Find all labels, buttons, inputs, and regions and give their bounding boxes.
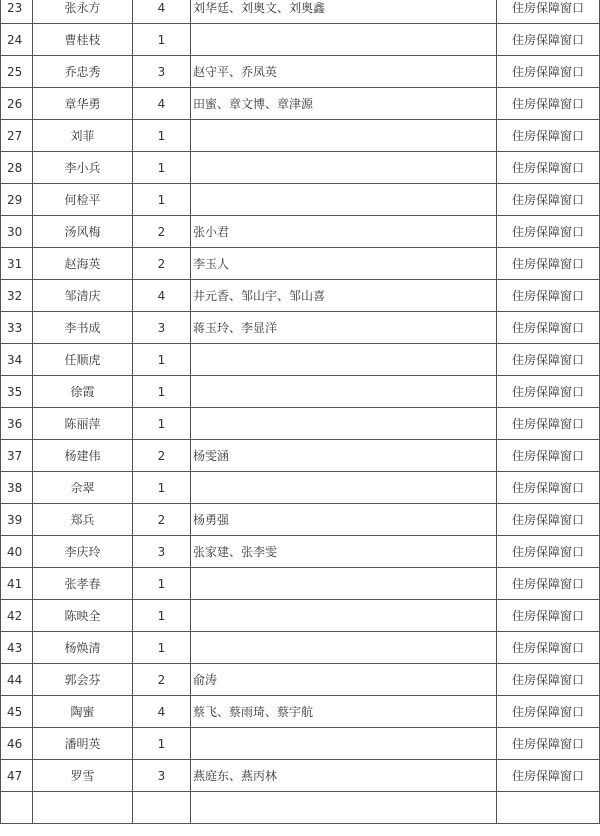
table-row — [1, 600, 600, 632]
service-window-cell: 住房保障窗口 — [497, 664, 600, 696]
service-window-cell: 住房保障窗口 — [497, 504, 600, 536]
household-count-cell: 3 — [133, 56, 191, 88]
household-count-cell: 1 — [133, 408, 191, 440]
household-count-cell: 4 — [133, 696, 191, 728]
table-row — [1, 536, 600, 568]
family-members-cell — [191, 376, 497, 408]
table-row — [1, 88, 600, 120]
family-members-cell: 田蜜、章文博、章津源 — [191, 88, 497, 120]
table-row — [1, 120, 600, 152]
row-number-cell: 23 — [1, 0, 33, 24]
service-window-cell: 住房保障窗口 — [497, 120, 600, 152]
household-count-cell: 3 — [133, 760, 191, 792]
table-row — [1, 56, 600, 88]
row-number-cell — [1, 792, 33, 824]
applicant-name-cell: 曹桂枝 — [33, 24, 133, 56]
row-number-cell: 46 — [1, 728, 33, 760]
row-number-cell: 34 — [1, 344, 33, 376]
row-number-cell: 36 — [1, 408, 33, 440]
service-window-cell: 住房保障窗口 — [497, 56, 600, 88]
service-window-cell: 住房保障窗口 — [497, 344, 600, 376]
applicant-name-cell: 张永方 — [33, 0, 133, 24]
service-window-cell: 住房保障窗口 — [497, 728, 600, 760]
table-row — [1, 312, 600, 344]
service-window-cell: 住房保障窗口 — [497, 376, 600, 408]
household-count-cell: 2 — [133, 248, 191, 280]
applicant-name-cell: 汤风梅 — [33, 216, 133, 248]
table-row — [1, 376, 600, 408]
applicant-name-cell: 郑兵 — [33, 504, 133, 536]
applicant-name-cell: 刘菲 — [33, 120, 133, 152]
service-window-cell: 住房保障窗口 — [497, 600, 600, 632]
row-number-cell: 26 — [1, 88, 33, 120]
service-window-cell: 住房保障窗口 — [497, 568, 600, 600]
row-number-cell: 25 — [1, 56, 33, 88]
row-number-cell: 31 — [1, 248, 33, 280]
service-window-cell: 住房保障窗口 — [497, 760, 600, 792]
applicant-name-cell: 张孝春 — [33, 568, 133, 600]
household-count-cell: 1 — [133, 344, 191, 376]
row-number-cell: 45 — [1, 696, 33, 728]
table-row — [1, 248, 600, 280]
household-count-cell: 4 — [133, 88, 191, 120]
household-count-cell: 2 — [133, 504, 191, 536]
applicant-name-cell: 邹清庆 — [33, 280, 133, 312]
family-members-cell: 燕庭东、燕丙林 — [191, 760, 497, 792]
applicant-name-cell: 杨焕清 — [33, 632, 133, 664]
applicant-name-cell: 佘翠 — [33, 472, 133, 504]
row-number-cell: 35 — [1, 376, 33, 408]
applicant-name-cell: 李庆玲 — [33, 536, 133, 568]
service-window-cell: 住房保障窗口 — [497, 248, 600, 280]
service-window-cell: 住房保障窗口 — [497, 184, 600, 216]
family-members-cell — [191, 24, 497, 56]
service-window-cell: 住房保障窗口 — [497, 696, 600, 728]
table-row — [1, 472, 600, 504]
applicant-name-cell: 杨建伟 — [33, 440, 133, 472]
family-members-cell: 李玉人 — [191, 248, 497, 280]
family-members-cell — [191, 600, 497, 632]
table-row — [1, 760, 600, 792]
service-window-cell — [497, 792, 600, 824]
family-members-cell: 蒋玉玲、李显洋 — [191, 312, 497, 344]
family-members-cell — [191, 792, 497, 824]
table-row — [1, 728, 600, 760]
row-number-cell: 29 — [1, 184, 33, 216]
applicant-name-cell: 任顺虎 — [33, 344, 133, 376]
table-row — [1, 792, 600, 824]
family-members-cell — [191, 152, 497, 184]
row-number-cell: 32 — [1, 280, 33, 312]
table-row — [1, 24, 600, 56]
service-window-cell: 住房保障窗口 — [497, 280, 600, 312]
family-members-cell — [191, 408, 497, 440]
service-window-cell: 住房保障窗口 — [497, 440, 600, 472]
family-members-cell — [191, 472, 497, 504]
applicant-name-cell: 潘明英 — [33, 728, 133, 760]
household-count-cell: 2 — [133, 664, 191, 696]
table-row — [1, 440, 600, 472]
row-number-cell: 33 — [1, 312, 33, 344]
row-number-cell: 41 — [1, 568, 33, 600]
row-number-cell: 44 — [1, 664, 33, 696]
service-window-cell: 住房保障窗口 — [497, 0, 600, 24]
row-number-cell: 30 — [1, 216, 33, 248]
row-number-cell: 42 — [1, 600, 33, 632]
household-count-cell: 1 — [133, 472, 191, 504]
applicant-name-cell: 章华勇 — [33, 88, 133, 120]
household-count-cell: 2 — [133, 440, 191, 472]
family-members-cell — [191, 184, 497, 216]
service-window-cell: 住房保障窗口 — [497, 216, 600, 248]
household-count-cell: 1 — [133, 152, 191, 184]
household-count-cell: 1 — [133, 24, 191, 56]
applicant-name-cell: 陈丽萍 — [33, 408, 133, 440]
service-window-cell: 住房保障窗口 — [497, 24, 600, 56]
table-row — [1, 408, 600, 440]
household-count-cell: 1 — [133, 600, 191, 632]
family-members-cell: 张小君 — [191, 216, 497, 248]
service-window-cell: 住房保障窗口 — [497, 632, 600, 664]
service-window-cell: 住房保障窗口 — [497, 88, 600, 120]
row-number-cell: 40 — [1, 536, 33, 568]
applicant-name-cell: 何检平 — [33, 184, 133, 216]
applicant-name-cell: 乔忠秀 — [33, 56, 133, 88]
table-row — [1, 0, 600, 24]
row-number-cell: 24 — [1, 24, 33, 56]
row-number-cell: 37 — [1, 440, 33, 472]
family-members-cell — [191, 632, 497, 664]
applicant-name-cell — [33, 792, 133, 824]
household-count-cell: 1 — [133, 184, 191, 216]
household-count-cell: 1 — [133, 632, 191, 664]
applicant-name-cell: 赵海英 — [33, 248, 133, 280]
row-number-cell: 27 — [1, 120, 33, 152]
table-row — [1, 152, 600, 184]
applicant-name-cell: 陶蜜 — [33, 696, 133, 728]
applicant-name-cell: 徐霞 — [33, 376, 133, 408]
household-count-cell: 1 — [133, 120, 191, 152]
applicant-name-cell: 陈映全 — [33, 600, 133, 632]
row-number-cell: 38 — [1, 472, 33, 504]
family-members-cell: 赵守平、乔凤英 — [191, 56, 497, 88]
family-members-cell: 井元香、邹山宇、邹山喜 — [191, 280, 497, 312]
service-window-cell: 住房保障窗口 — [497, 536, 600, 568]
table-row — [1, 184, 600, 216]
family-members-cell — [191, 120, 497, 152]
family-members-cell — [191, 568, 497, 600]
table-row — [1, 280, 600, 312]
table-body — [1, 0, 600, 824]
household-count-cell: 4 — [133, 280, 191, 312]
service-window-cell: 住房保障窗口 — [497, 472, 600, 504]
family-members-cell: 杨勇强 — [191, 504, 497, 536]
family-members-cell: 张家建、张李雯 — [191, 536, 497, 568]
household-count-cell: 1 — [133, 568, 191, 600]
applicant-name-cell: 李书成 — [33, 312, 133, 344]
applicant-name-cell: 李小兵 — [33, 152, 133, 184]
household-count-cell: 2 — [133, 216, 191, 248]
household-count-cell: 1 — [133, 376, 191, 408]
family-members-cell: 杨雯涵 — [191, 440, 497, 472]
household-count-cell — [133, 792, 191, 824]
row-number-cell: 39 — [1, 504, 33, 536]
table-row — [1, 568, 600, 600]
family-members-cell — [191, 344, 497, 376]
applicant-name-cell: 罗雪 — [33, 760, 133, 792]
service-window-cell: 住房保障窗口 — [497, 152, 600, 184]
household-count-cell: 3 — [133, 312, 191, 344]
family-members-cell: 蔡飞、蔡雨琦、蔡宇航 — [191, 696, 497, 728]
table-row — [1, 664, 600, 696]
family-members-cell — [191, 728, 497, 760]
row-number-cell: 47 — [1, 760, 33, 792]
table-row — [1, 216, 600, 248]
service-window-cell: 住房保障窗口 — [497, 312, 600, 344]
table-row — [1, 344, 600, 376]
table-row — [1, 504, 600, 536]
service-window-cell: 住房保障窗口 — [497, 408, 600, 440]
row-number-cell: 43 — [1, 632, 33, 664]
family-members-cell: 刘华廷、刘奥文、刘奥鑫 — [191, 0, 497, 24]
household-count-cell: 4 — [133, 0, 191, 24]
family-members-cell: 俞涛 — [191, 664, 497, 696]
household-count-cell: 3 — [133, 536, 191, 568]
table-row — [1, 696, 600, 728]
applicant-name-cell: 郭会芬 — [33, 664, 133, 696]
row-number-cell: 28 — [1, 152, 33, 184]
table-row — [1, 632, 600, 664]
household-count-cell: 1 — [133, 728, 191, 760]
